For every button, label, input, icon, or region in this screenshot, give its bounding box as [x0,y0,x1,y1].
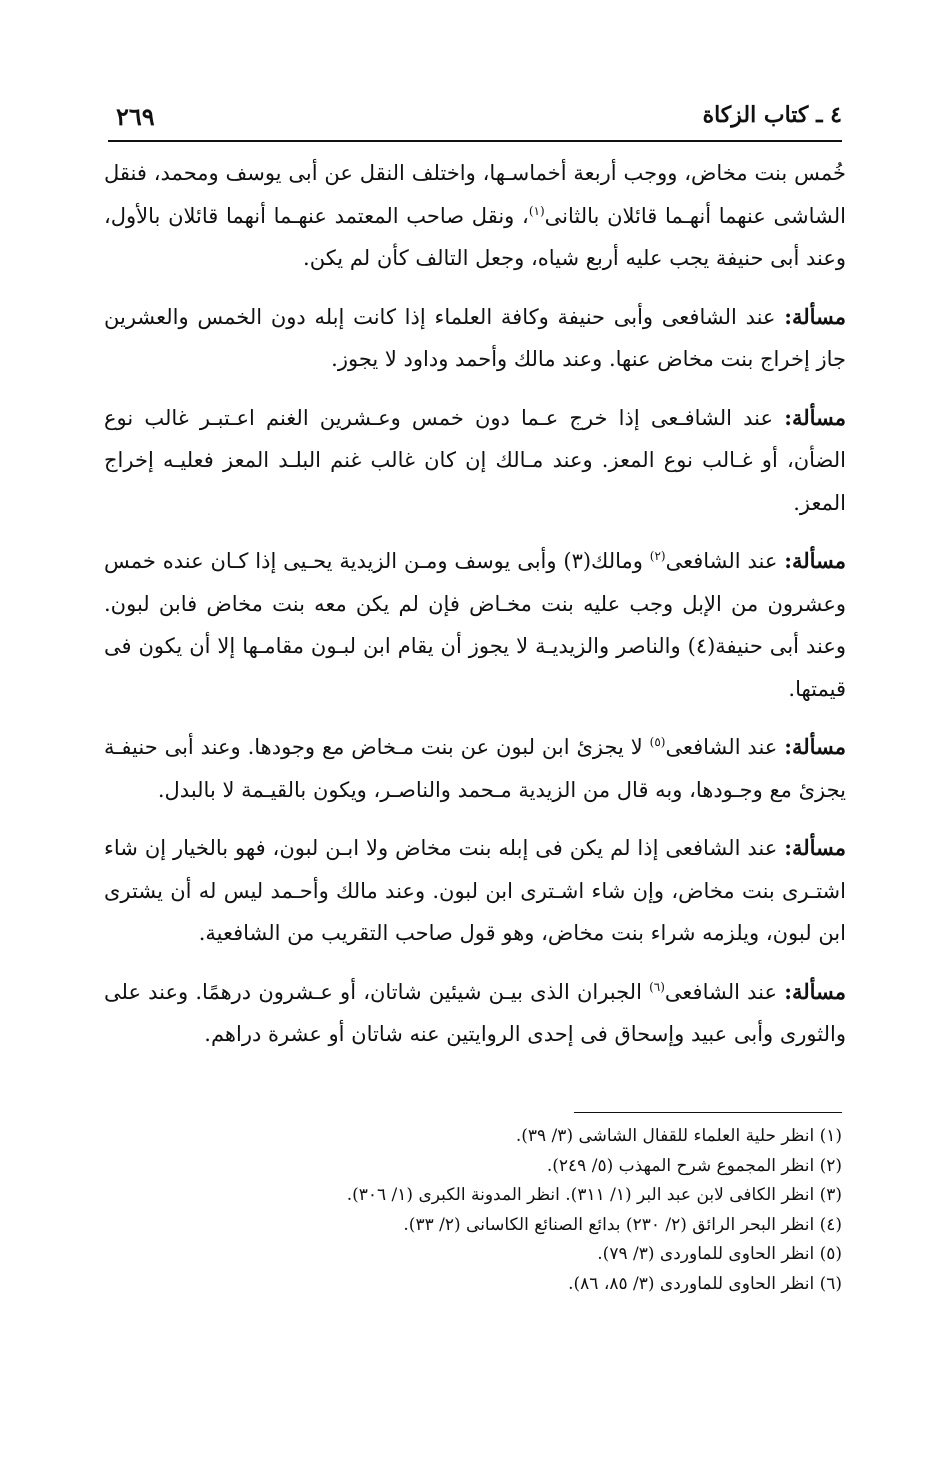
paragraph [104,296,846,381]
paragraph [104,540,846,710]
paragraph-text: عند الشافعى [664,979,785,1004]
paragraph-text-continued: ومالك(٣) وأبى يوسف ومـن الزيدية يحـيى إذا كـان عنده خمس وعشرون من الإبل وجب عليه بنت مخـاض فإن لم يكن معه بنت مخاض فابن لبون. وعند أبى حنيفة(٤) والناصر والزيديـة لا يجوز أن يقام ابن لبـون مقامـها إلا أن يكون فى قيمتها. [104,549,846,701]
footnote-marker: (٥) [649,735,666,749]
paragraph-lead: مسألة: [784,734,846,759]
footnote-item: (٤) انظر البحر الرائق (٢/ ٢٣٠) بدائع الصنائع الكاسانى (٢/ ٣٣). [403,1214,842,1235]
footnotes-list [108,1122,842,1299]
paragraph-text: عند الشافعى إذا لم يكن فى إبله بنت مخاض ولا ابـن لبون، فهو بالخيار إن شاء اشتـرى بنت مخاض، وإن شاء اشـترى ابن لبون. وعند مالك وأحـمد ليس له أن يشترى ابن لبون، ويلزمه شراء بنت مخاض، وهو قول صاحب التقريب من الشافعية. [104,836,846,945]
footnote-item: (٢) انظر المجموع شرح المهذب (٥/ ٢٤٩). [546,1155,842,1176]
paragraph-lead: مسألة: [784,303,846,329]
paragraph [104,397,846,525]
paragraph [104,726,846,811]
paragraph-text-continued: الجبران الذى بيـن شيئين شاتان، أو عـشرون درهمًا. وعند على والثورى وأبى عبيد وإسحاق فى إحدى الروايتين عنه شاتان أو عشرة دراهم. [104,979,846,1046]
paragraph-text-continued: لا يجزئ ابن لبون عن بنت مـخاض مع وجودها. وعند أبى حنيفـة يجزئ مع وجـودها، وبه قال من الزيدية مـحمد والناصـر، ويكون بالقيـمة لا بالبدل. [104,735,846,802]
paragraph-lead: مسألة: [784,404,846,430]
footnote-marker: (٢) [649,549,666,563]
paragraph-lead: مسألة: [784,548,846,573]
paragraph-lead: مسألة: [784,978,846,1004]
main-text [104,152,846,1072]
footnote-marker: (١) [528,203,545,218]
paragraph [104,152,846,280]
paragraph-text: خُمس بنت مخاض، ووجب أربعة أخماسـها، واختلف النقل عن أبى يوسف ومحمد، فنقل الشاشى عنهما أنهـما قائلان بالثانى [104,161,847,228]
footnote-item: (١) انظر حلية العلماء للقفال الشاشى (٣/ ٣٩). [515,1126,842,1146]
paragraph-text-continued: ، ونقل صاحب المعتمد عنهـما أنهما قائلان بالأول، وعند أبى حنيفة يجب عليه أربع شياه، وجعل التالف كأن لم يكن. [104,203,846,270]
page-number: ٢٦٩ [116,102,155,131]
paragraph-text: عند الشافعى [665,549,785,573]
footnote-item: (٥) انظر الحاوى للماوردى (٣/ ٧٩). [597,1244,842,1264]
paragraph-text: عند الشافعى [665,735,785,759]
paragraph-text: عند الشافعى وأبى حنيفة وكافة العلماء إذا كانت إبله دون الخمس والعشرين جاز إخراج بنت مخاض عنها. وعند مالك وأحمد وداود لا يجوز. [104,304,846,371]
paragraph [104,971,846,1056]
page-header [108,100,842,142]
footnote-marker: (٦) [649,979,665,994]
paragraph-lead: مسألة: [784,835,846,860]
paragraph-text: عند الشافـعى إذا خرج عـما دون خمس وعـشرين الغنم اعـتبـر غالب نوع الضأن، أو غـالب نوع المعز. وعند مـالك إن كان غالب غنم البلـد المعز فعليـه إخراج المعز. [104,405,846,515]
paragraph [104,827,846,955]
footnote-item: (٣) انظر الكافى لابن عبد البر (١/ ٣١١). انظر المدونة الكبرى (١/ ٣٠٦). [346,1185,842,1205]
footnote-divider [574,1112,842,1113]
running-title: ٤ ـ كتاب الزكاة [702,102,842,128]
footnote-item: (٦) انظر الحاوى للماوردى (٣/ ٨٥، ٨٦). [568,1273,842,1294]
